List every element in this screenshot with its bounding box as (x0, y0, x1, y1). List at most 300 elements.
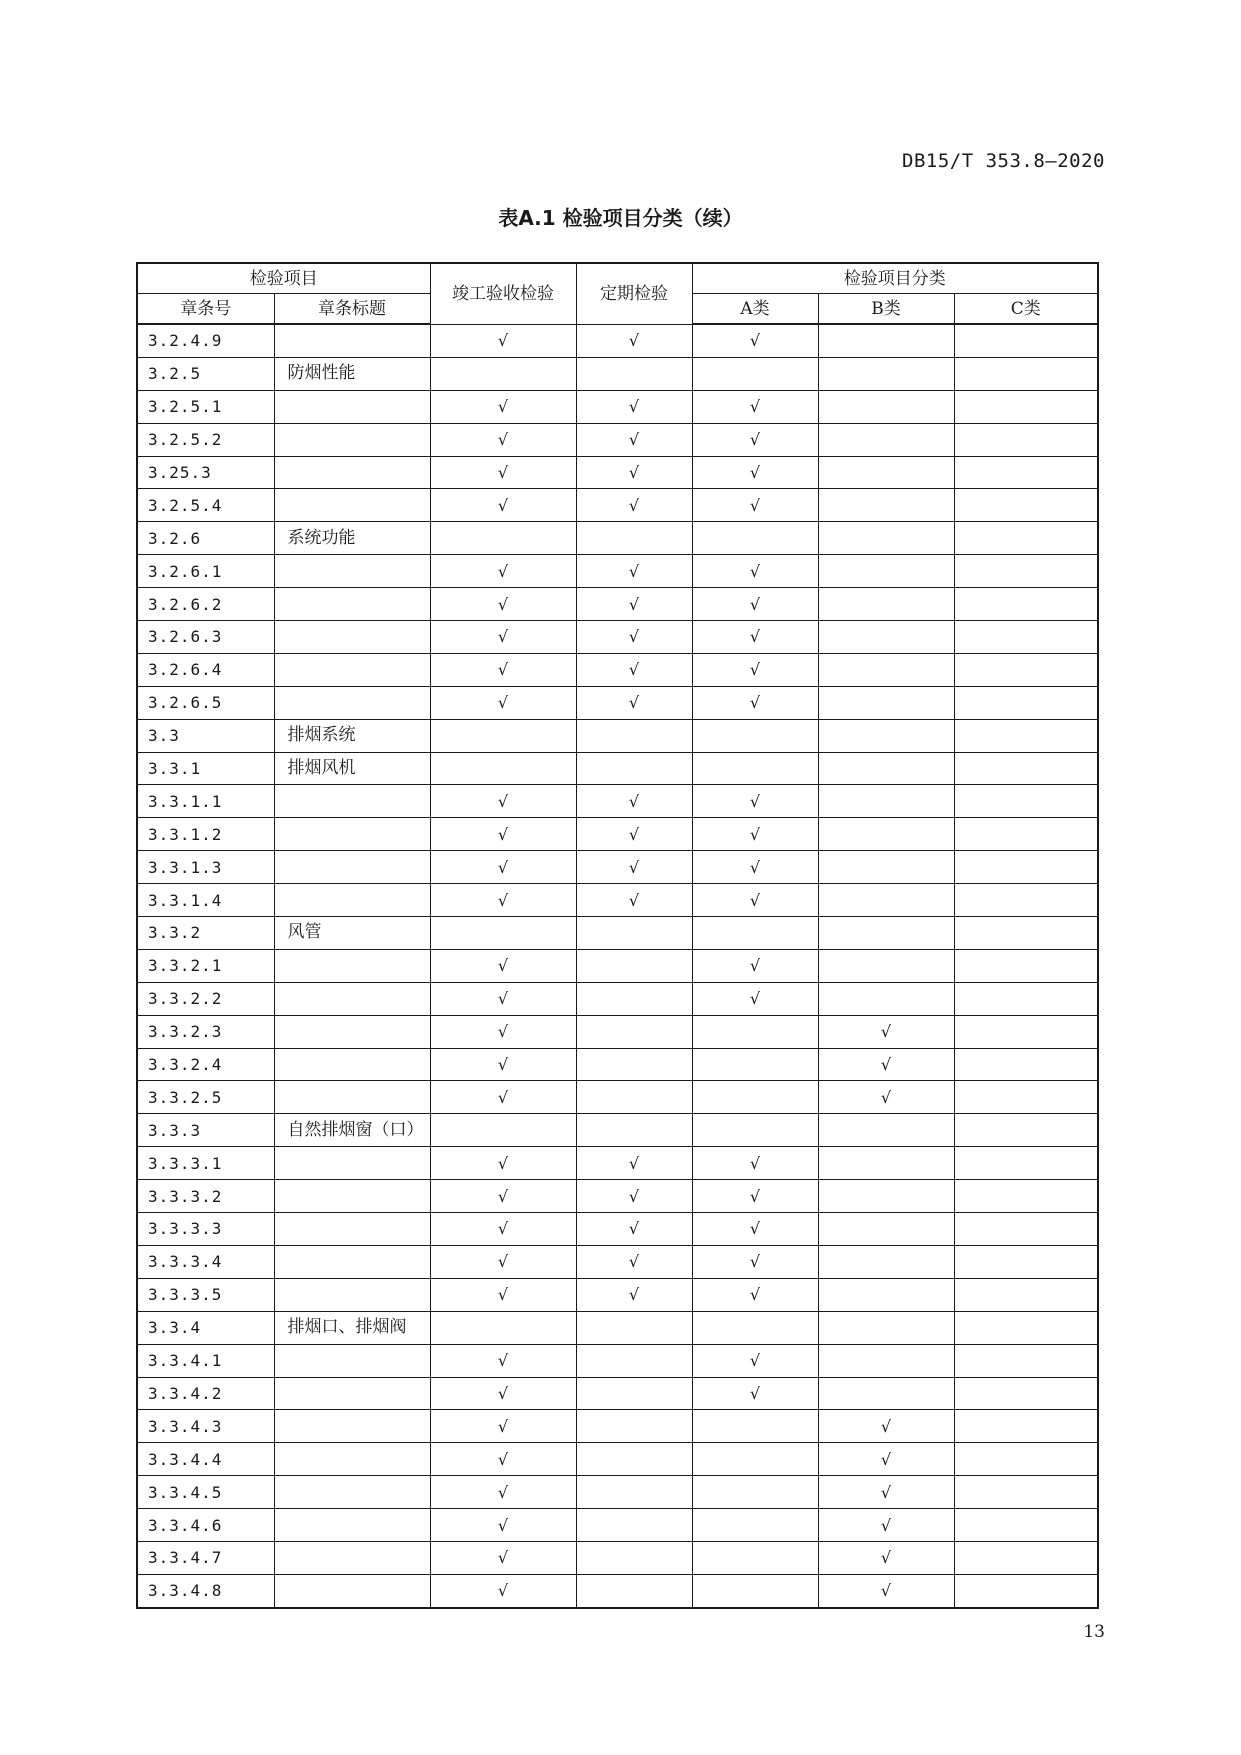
chapter-title-cell (274, 555, 430, 588)
table-row (137, 489, 1098, 522)
class-a-cell: √ (692, 785, 818, 818)
chapter-no-cell: 3.2.5.4 (137, 489, 274, 522)
table-row (137, 982, 1098, 1015)
chapter-no-cell: 3.2.5.1 (137, 390, 274, 423)
periodic-check-cell (576, 752, 692, 785)
class-c-cell (954, 522, 1098, 555)
table-row (137, 390, 1098, 423)
chapter-title-cell (274, 1015, 430, 1048)
completion-check-cell: √ (430, 1213, 576, 1246)
class-c-cell (954, 588, 1098, 621)
periodic-check-cell (576, 357, 692, 390)
table-row (137, 1377, 1098, 1410)
class-b-cell (818, 1147, 954, 1180)
class-a-cell (692, 1081, 818, 1114)
chapter-title-cell: 系统功能 (274, 522, 430, 555)
completion-check-cell: √ (430, 423, 576, 456)
chapter-no-cell: 3.3.4.8 (137, 1574, 274, 1607)
chapter-title-cell (274, 1213, 430, 1246)
class-a-cell: √ (692, 423, 818, 456)
completion-check-cell: √ (430, 588, 576, 621)
class-b-cell: √ (818, 1574, 954, 1607)
chapter-title-cell (274, 949, 430, 982)
chapter-no-cell: 3.2.6.2 (137, 588, 274, 621)
periodic-check-cell (576, 982, 692, 1015)
completion-check-cell: √ (430, 1344, 576, 1377)
chapter-no-cell: 3.3.1 (137, 752, 274, 785)
chapter-title-cell (274, 982, 430, 1015)
periodic-check-cell (576, 522, 692, 555)
periodic-check-cell: √ (576, 456, 692, 489)
chapter-no-cell: 3.2.6.3 (137, 621, 274, 654)
table-row (137, 1213, 1098, 1246)
periodic-check-cell: √ (576, 555, 692, 588)
chapter-no-cell: 3.2.6.1 (137, 555, 274, 588)
completion-check-cell: √ (430, 1278, 576, 1311)
chapter-title-cell (274, 884, 430, 917)
chapter-title-cell: 自然排烟窗（口） (274, 1114, 430, 1147)
class-a-cell (692, 719, 818, 752)
table-row (137, 686, 1098, 719)
class-a-cell: √ (692, 653, 818, 686)
periodic-check-cell (576, 1377, 692, 1410)
chapter-no-cell: 3.3.4 (137, 1311, 274, 1344)
class-b-cell (818, 1377, 954, 1410)
class-c-cell (954, 818, 1098, 851)
class-c-cell (954, 1443, 1098, 1476)
class-b-cell (818, 1344, 954, 1377)
class-a-cell: √ (692, 1278, 818, 1311)
completion-check-cell: √ (430, 324, 576, 357)
class-a-cell (692, 917, 818, 950)
chapter-title-cell (274, 851, 430, 884)
class-b-cell (818, 357, 954, 390)
class-c-cell (954, 1245, 1098, 1278)
class-a-cell (692, 1443, 818, 1476)
chapter-title-cell (274, 588, 430, 621)
class-b-cell (818, 818, 954, 851)
class-c-cell (954, 1476, 1098, 1509)
header-classification-group: 检验项目分类 (692, 263, 1098, 294)
table-row (137, 1180, 1098, 1213)
class-b-cell (818, 686, 954, 719)
completion-check-cell: √ (430, 489, 576, 522)
class-c-cell (954, 1081, 1098, 1114)
completion-check-cell: √ (430, 884, 576, 917)
class-c-cell (954, 357, 1098, 390)
table-row (137, 1509, 1098, 1542)
header-class-b: B类 (818, 294, 954, 325)
table-row (137, 1443, 1098, 1476)
table-row (137, 884, 1098, 917)
class-c-cell (954, 785, 1098, 818)
table-row (137, 1015, 1098, 1048)
completion-check-cell: √ (430, 1081, 576, 1114)
periodic-check-cell: √ (576, 1245, 692, 1278)
periodic-check-cell: √ (576, 1147, 692, 1180)
class-a-cell: √ (692, 1377, 818, 1410)
periodic-check-cell (576, 1443, 692, 1476)
chapter-no-cell: 3.3.4.3 (137, 1410, 274, 1443)
chapter-title-cell (274, 324, 430, 357)
class-a-cell: √ (692, 949, 818, 982)
chapter-no-cell: 3.3.1.1 (137, 785, 274, 818)
chapter-no-cell: 3.3.1.4 (137, 884, 274, 917)
chapter-no-cell: 3.3.3 (137, 1114, 274, 1147)
class-c-cell (954, 324, 1098, 357)
chapter-title-cell (274, 423, 430, 456)
chapter-title-cell (274, 1048, 430, 1081)
completion-check-cell (430, 1114, 576, 1147)
periodic-check-cell: √ (576, 785, 692, 818)
periodic-check-cell: √ (576, 686, 692, 719)
class-c-cell (954, 1015, 1098, 1048)
completion-check-cell: √ (430, 1015, 576, 1048)
completion-check-cell: √ (430, 1541, 576, 1574)
class-c-cell (954, 1278, 1098, 1311)
class-b-cell: √ (818, 1476, 954, 1509)
class-b-cell (818, 1213, 954, 1246)
class-b-cell (818, 621, 954, 654)
class-c-cell (954, 917, 1098, 950)
class-a-cell (692, 1015, 818, 1048)
periodic-check-cell (576, 1541, 692, 1574)
table-row (137, 456, 1098, 489)
completion-check-cell: √ (430, 1443, 576, 1476)
table-row (137, 851, 1098, 884)
class-b-cell (818, 752, 954, 785)
class-a-cell: √ (692, 1147, 818, 1180)
class-b-cell: √ (818, 1048, 954, 1081)
class-b-cell (818, 719, 954, 752)
periodic-check-cell (576, 917, 692, 950)
completion-check-cell: √ (430, 785, 576, 818)
class-b-cell: √ (818, 1410, 954, 1443)
chapter-title-cell (274, 1443, 430, 1476)
chapter-no-cell: 3.3 (137, 719, 274, 752)
class-b-cell (818, 1311, 954, 1344)
class-c-cell (954, 1213, 1098, 1246)
table-row (137, 1574, 1098, 1607)
class-a-cell: √ (692, 686, 818, 719)
chapter-title-cell: 排烟风机 (274, 752, 430, 785)
periodic-check-cell: √ (576, 818, 692, 851)
class-a-cell: √ (692, 982, 818, 1015)
chapter-no-cell: 3.3.1.3 (137, 851, 274, 884)
header-class-a: A类 (692, 294, 818, 325)
completion-check-cell: √ (430, 653, 576, 686)
class-b-cell (818, 1114, 954, 1147)
chapter-title-cell (274, 818, 430, 851)
table-row (137, 1114, 1098, 1147)
class-c-cell (954, 1574, 1098, 1607)
completion-check-cell: √ (430, 1476, 576, 1509)
table-title: 表A.1 检验项目分类（续） (498, 206, 743, 230)
periodic-check-cell: √ (576, 390, 692, 423)
chapter-no-cell: 3.2.6 (137, 522, 274, 555)
table-row (137, 621, 1098, 654)
chapter-no-cell: 3.3.2.2 (137, 982, 274, 1015)
class-a-cell: √ (692, 324, 818, 357)
periodic-check-cell (576, 1048, 692, 1081)
chapter-no-cell: 3.3.3.1 (137, 1147, 274, 1180)
class-b-cell (818, 917, 954, 950)
chapter-no-cell: 3.3.2.4 (137, 1048, 274, 1081)
class-b-cell (818, 456, 954, 489)
periodic-check-cell: √ (576, 884, 692, 917)
class-c-cell (954, 1048, 1098, 1081)
completion-check-cell: √ (430, 555, 576, 588)
periodic-check-cell (576, 719, 692, 752)
table-row (137, 1410, 1098, 1443)
table-body (137, 324, 1098, 1608)
table-row (137, 1476, 1098, 1509)
class-c-cell (954, 423, 1098, 456)
chapter-title-cell (274, 686, 430, 719)
header-class-c: C类 (954, 294, 1098, 325)
class-c-cell (954, 621, 1098, 654)
chapter-no-cell: 3.2.4.9 (137, 324, 274, 357)
class-c-cell (954, 1344, 1098, 1377)
class-a-cell: √ (692, 621, 818, 654)
class-a-cell (692, 1574, 818, 1607)
chapter-no-cell: 3.3.4.2 (137, 1377, 274, 1410)
class-a-cell: √ (692, 489, 818, 522)
periodic-check-cell: √ (576, 1278, 692, 1311)
class-a-cell (692, 1114, 818, 1147)
class-a-cell: √ (692, 390, 818, 423)
chapter-no-cell: 3.3.4.4 (137, 1443, 274, 1476)
chapter-no-cell: 3.25.3 (137, 456, 274, 489)
chapter-title-cell (274, 456, 430, 489)
chapter-no-cell: 3.3.2.1 (137, 949, 274, 982)
class-c-cell (954, 489, 1098, 522)
chapter-title-cell (274, 489, 430, 522)
class-c-cell (954, 1509, 1098, 1542)
table-row (137, 752, 1098, 785)
class-c-cell (954, 851, 1098, 884)
table-row (137, 1048, 1098, 1081)
completion-check-cell: √ (430, 1180, 576, 1213)
page-number: 13 (1083, 1622, 1105, 1642)
class-a-cell: √ (692, 1245, 818, 1278)
periodic-check-cell: √ (576, 1180, 692, 1213)
class-c-cell (954, 1541, 1098, 1574)
class-a-cell: √ (692, 456, 818, 489)
class-c-cell (954, 686, 1098, 719)
document-code: DB15/T 353.8—2020 (902, 150, 1105, 172)
chapter-no-cell: 3.3.4.5 (137, 1476, 274, 1509)
chapter-no-cell: 3.2.6.5 (137, 686, 274, 719)
chapter-title-cell (274, 653, 430, 686)
class-b-cell (818, 489, 954, 522)
class-b-cell (818, 949, 954, 982)
periodic-check-cell: √ (576, 588, 692, 621)
completion-check-cell (430, 752, 576, 785)
chapter-title-cell (274, 1278, 430, 1311)
table-row (137, 818, 1098, 851)
completion-check-cell: √ (430, 686, 576, 719)
chapter-title-cell (274, 621, 430, 654)
chapter-no-cell: 3.2.5 (137, 357, 274, 390)
table-row (137, 719, 1098, 752)
chapter-title-cell (274, 1344, 430, 1377)
chapter-title-cell (274, 1147, 430, 1180)
chapter-no-cell: 3.3.2.3 (137, 1015, 274, 1048)
table-row (137, 1541, 1098, 1574)
class-a-cell: √ (692, 818, 818, 851)
table-row (137, 1311, 1098, 1344)
class-a-cell: √ (692, 588, 818, 621)
class-c-cell (954, 719, 1098, 752)
class-b-cell (818, 324, 954, 357)
class-b-cell (818, 884, 954, 917)
table-row (137, 1081, 1098, 1114)
periodic-check-cell (576, 1476, 692, 1509)
class-c-cell (954, 456, 1098, 489)
class-b-cell (818, 555, 954, 588)
class-a-cell (692, 1311, 818, 1344)
table-row (137, 1278, 1098, 1311)
class-a-cell (692, 1410, 818, 1443)
class-b-cell (818, 982, 954, 1015)
chapter-no-cell: 3.3.2 (137, 917, 274, 950)
chapter-no-cell: 3.3.2.5 (137, 1081, 274, 1114)
header-periodic-check: 定期检验 (576, 263, 692, 324)
completion-check-cell (430, 357, 576, 390)
periodic-check-cell: √ (576, 1213, 692, 1246)
completion-check-cell: √ (430, 1574, 576, 1607)
completion-check-cell (430, 1311, 576, 1344)
class-b-cell (818, 785, 954, 818)
header-chapter-title: 章条标题 (274, 294, 430, 325)
table-row (137, 917, 1098, 950)
class-a-cell: √ (692, 1213, 818, 1246)
completion-check-cell (430, 719, 576, 752)
chapter-title-cell (274, 1541, 430, 1574)
class-c-cell (954, 1377, 1098, 1410)
class-b-cell: √ (818, 1015, 954, 1048)
class-c-cell (954, 949, 1098, 982)
chapter-no-cell: 3.3.3.4 (137, 1245, 274, 1278)
class-a-cell (692, 1541, 818, 1574)
chapter-title-cell (274, 1476, 430, 1509)
periodic-check-cell: √ (576, 489, 692, 522)
table-row (137, 555, 1098, 588)
chapter-title-cell (274, 1377, 430, 1410)
class-a-cell (692, 522, 818, 555)
completion-check-cell: √ (430, 621, 576, 654)
periodic-check-cell (576, 1311, 692, 1344)
class-c-cell (954, 1410, 1098, 1443)
class-b-cell (818, 1245, 954, 1278)
periodic-check-cell (576, 949, 692, 982)
table-row (137, 949, 1098, 982)
class-c-cell (954, 1180, 1098, 1213)
periodic-check-cell (576, 1081, 692, 1114)
class-b-cell (818, 588, 954, 621)
class-c-cell (954, 1311, 1098, 1344)
class-c-cell (954, 555, 1098, 588)
periodic-check-cell (576, 1015, 692, 1048)
table-row (137, 785, 1098, 818)
class-a-cell (692, 357, 818, 390)
chapter-title-cell: 防烟性能 (274, 357, 430, 390)
class-b-cell: √ (818, 1081, 954, 1114)
chapter-no-cell: 3.3.3.2 (137, 1180, 274, 1213)
chapter-title-cell: 风管 (274, 917, 430, 950)
periodic-check-cell: √ (576, 653, 692, 686)
header-inspection-item-group: 检验项目 (137, 263, 430, 294)
completion-check-cell: √ (430, 818, 576, 851)
class-b-cell: √ (818, 1509, 954, 1542)
class-a-cell (692, 1048, 818, 1081)
class-c-cell (954, 884, 1098, 917)
periodic-check-cell (576, 1114, 692, 1147)
chapter-no-cell: 3.3.4.7 (137, 1541, 274, 1574)
header-chapter-no: 章条号 (137, 294, 274, 325)
table-row (137, 1344, 1098, 1377)
class-a-cell: √ (692, 555, 818, 588)
class-c-cell (954, 1114, 1098, 1147)
chapter-title-cell (274, 1180, 430, 1213)
chapter-no-cell: 3.3.4.1 (137, 1344, 274, 1377)
table-row (137, 1147, 1098, 1180)
chapter-no-cell: 3.2.5.2 (137, 423, 274, 456)
periodic-check-cell (576, 1344, 692, 1377)
chapter-title-cell (274, 1410, 430, 1443)
completion-check-cell: √ (430, 1048, 576, 1081)
class-b-cell (818, 423, 954, 456)
table-row (137, 324, 1098, 357)
class-a-cell (692, 1509, 818, 1542)
class-c-cell (954, 653, 1098, 686)
completion-check-cell: √ (430, 1509, 576, 1542)
header-completion-check: 竣工验收检验 (430, 263, 576, 324)
periodic-check-cell: √ (576, 621, 692, 654)
class-b-cell (818, 653, 954, 686)
class-a-cell (692, 1476, 818, 1509)
chapter-title-cell (274, 1245, 430, 1278)
completion-check-cell: √ (430, 1410, 576, 1443)
periodic-check-cell (576, 1509, 692, 1542)
periodic-check-cell: √ (576, 423, 692, 456)
completion-check-cell: √ (430, 949, 576, 982)
class-c-cell (954, 1147, 1098, 1180)
class-b-cell (818, 1278, 954, 1311)
chapter-title-cell (274, 1081, 430, 1114)
chapter-no-cell: 3.3.3.3 (137, 1213, 274, 1246)
table-row (137, 1245, 1098, 1278)
table-row (137, 423, 1098, 456)
chapter-title-cell (274, 1574, 430, 1607)
chapter-title-cell: 排烟系统 (274, 719, 430, 752)
completion-check-cell (430, 917, 576, 950)
periodic-check-cell (576, 1410, 692, 1443)
completion-check-cell: √ (430, 1245, 576, 1278)
class-b-cell: √ (818, 1443, 954, 1476)
chapter-title-cell (274, 1509, 430, 1542)
periodic-check-cell (576, 1574, 692, 1607)
class-b-cell: √ (818, 1541, 954, 1574)
chapter-no-cell: 3.3.1.2 (137, 818, 274, 851)
class-b-cell (818, 1180, 954, 1213)
inspection-classification-table (136, 262, 1099, 1609)
chapter-no-cell: 3.2.6.4 (137, 653, 274, 686)
class-b-cell (818, 851, 954, 884)
periodic-check-cell: √ (576, 851, 692, 884)
class-a-cell: √ (692, 1180, 818, 1213)
